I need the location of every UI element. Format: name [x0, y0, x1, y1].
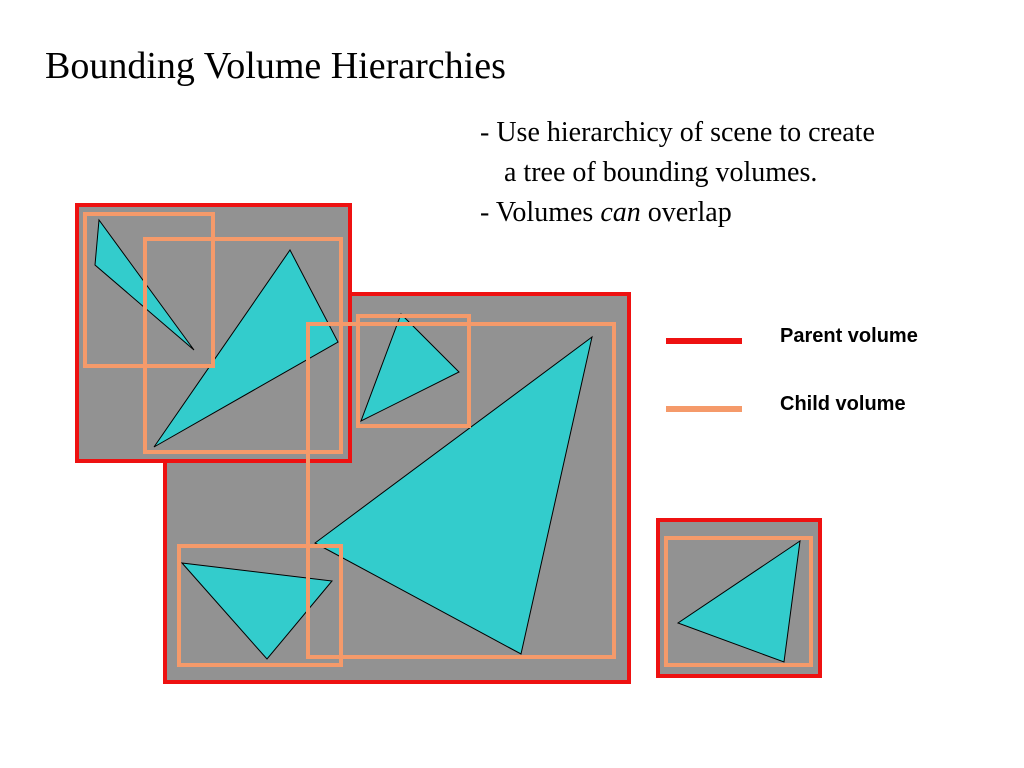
bullet-hierarchy-continued: a tree of bounding volumes.	[504, 157, 818, 188]
bullet-overlap-emphasis: can	[600, 197, 641, 228]
bullet-overlap-prefix: - Volumes	[480, 197, 601, 228]
legend-child-label: Child volume	[780, 393, 906, 415]
bullet-list	[480, 113, 875, 233]
bullet-hierarchy: - Use hierarchicy of scene to create	[480, 117, 875, 148]
slide-title: Bounding Volume Hierarchies	[45, 45, 506, 87]
legend-parent-label: Parent volume	[780, 325, 918, 347]
bullet-overlap	[480, 193, 875, 233]
bullet-overlap-suffix: overlap	[640, 197, 732, 228]
